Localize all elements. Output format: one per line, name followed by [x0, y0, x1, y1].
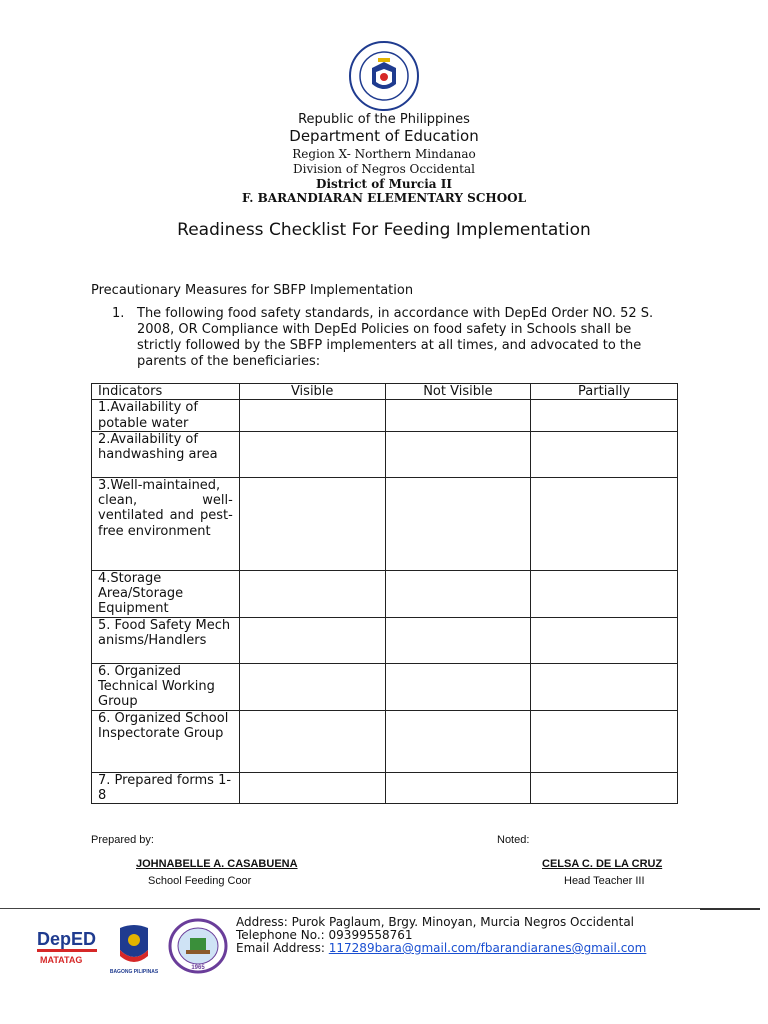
header-not-visible: Not Visible — [385, 384, 531, 400]
noted-label: Noted: — [497, 834, 530, 846]
department-line: Department of Education — [289, 127, 479, 145]
visible-cell[interactable] — [239, 477, 385, 570]
section-heading: Precautionary Measures for SBFP Implementation — [91, 283, 414, 298]
visible-cell[interactable] — [239, 772, 385, 804]
footer-divider — [0, 908, 760, 909]
division-line: Division of Negros Occidental — [293, 162, 475, 176]
indicator-cell: 2.Availability of handwashing area — [92, 431, 240, 477]
partially-cell[interactable] — [531, 663, 678, 710]
partially-cell[interactable] — [531, 400, 678, 432]
table-row — [92, 570, 678, 617]
indicator-cell: 1.Availability of potable water — [92, 400, 240, 432]
partially-cell[interactable] — [531, 772, 678, 804]
region-line: Region X- Northern Mindanao — [292, 147, 476, 161]
table-row — [92, 431, 678, 477]
partially-cell[interactable] — [531, 477, 678, 570]
table-header-row — [92, 384, 678, 400]
indicator-cell: 4.Storage Area/Storage Equipment — [92, 570, 240, 617]
table-row — [92, 400, 678, 432]
deped-matatag-logo-icon — [36, 925, 98, 967]
footer-email-label: Email Address: — [236, 941, 329, 955]
footer-contact — [236, 916, 646, 955]
logo-bp-text: BAGONG PILIPINAS — [109, 969, 159, 975]
table-row — [92, 663, 678, 710]
footer-telephone: Telephone No.: 09399558761 — [236, 928, 413, 942]
indicator-cell: 3.Well-maintained, clean, well-ventilated and pest-free environment — [92, 477, 240, 570]
visible-cell[interactable] — [239, 710, 385, 772]
not-visible-cell[interactable] — [385, 617, 531, 663]
partially-cell[interactable] — [531, 710, 678, 772]
not-visible-cell[interactable] — [385, 772, 531, 804]
header-indicators: Indicators — [92, 384, 240, 400]
indicator-cell: 6. Organized Technical Working Group — [92, 663, 240, 710]
school-name: F. BARANDIARAN ELEMENTARY SCHOOL — [241, 191, 527, 205]
indicator-cell: 5. Food Safety Mechanisms/Handlers — [92, 617, 240, 663]
bagong-pilipinas-logo-icon — [106, 920, 162, 976]
table-row — [92, 617, 678, 663]
visible-cell[interactable] — [239, 431, 385, 477]
footer-divider-accent — [700, 908, 760, 910]
footer-email-link[interactable]: 117289bara@gmail.com/fbarandiaranes@gmail.com — [328, 941, 647, 955]
table-row — [92, 710, 678, 772]
prepared-by-name: JOHNABELLE A. CASABUENA — [136, 858, 298, 870]
table-row — [92, 477, 678, 570]
item-number: 1. — [112, 306, 125, 321]
table-row — [92, 772, 678, 804]
partially-cell[interactable] — [531, 570, 678, 617]
deped-seal-icon — [348, 40, 420, 112]
partially-cell[interactable] — [531, 431, 678, 477]
noted-role: Head Teacher III — [564, 875, 645, 887]
header-partially: Partially — [531, 384, 678, 400]
logo-deped-text: DepED — [37, 929, 97, 949]
checklist-table — [91, 383, 678, 804]
not-visible-cell[interactable] — [385, 710, 531, 772]
not-visible-cell[interactable] — [385, 400, 531, 432]
indicator-cell: 7. Prepared forms 1-8 — [92, 772, 240, 804]
footer-email-line — [236, 942, 646, 955]
not-visible-cell[interactable] — [385, 477, 531, 570]
prepared-by-role: School Feeding Coor — [148, 875, 252, 887]
header-visible: Visible — [239, 384, 385, 400]
not-visible-cell[interactable] — [385, 431, 531, 477]
noted-name: CELSA C. DE LA CRUZ — [542, 858, 663, 870]
not-visible-cell[interactable] — [385, 570, 531, 617]
logo-matatag-text: MATATAG — [40, 955, 83, 965]
footer-address: Address: Purok Paglaum, Brgy. Minoyan, Murcia Negros Occidental — [236, 915, 635, 929]
page-title: Readiness Checklist For Feeding Implementation — [177, 220, 591, 240]
visible-cell[interactable] — [239, 400, 385, 432]
school-seal-icon — [168, 918, 228, 974]
district-line: District of Murcia II — [316, 177, 452, 191]
partially-cell[interactable] — [531, 617, 678, 663]
republic-line: Republic of the Philippines — [298, 112, 470, 127]
not-visible-cell[interactable] — [385, 663, 531, 710]
numbered-item — [112, 306, 672, 370]
visible-cell[interactable] — [239, 663, 385, 710]
visible-cell[interactable] — [239, 617, 385, 663]
visible-cell[interactable] — [239, 570, 385, 617]
item-text: The following food safety standards, in accordance with DepEd Order NO. 52 S. 2008, OR Compliance with DepEd Policies on food safety in Schools shall be strictly followed by the SBFP implementers at all times, and advocated to the parents of the beneficiaries: — [137, 306, 654, 369]
prepared-by-label: Prepared by: — [91, 834, 154, 846]
indicator-cell: 6. Organized School Inspectorate Group — [92, 710, 240, 772]
logo-school-year: 1965 — [191, 965, 205, 971]
